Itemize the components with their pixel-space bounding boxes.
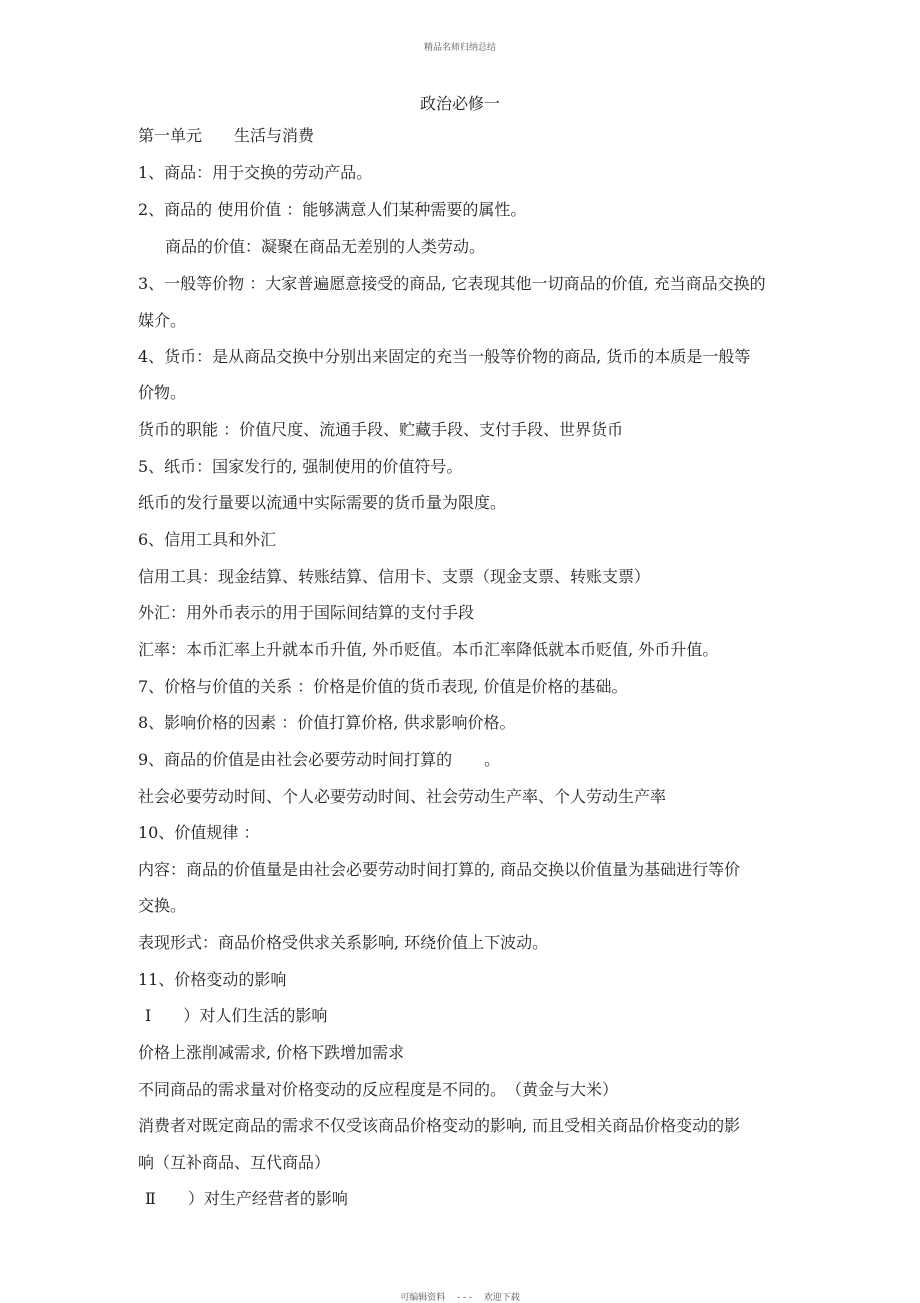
page-footer: 可编辑资料 - - - 欢迎下载 (400, 1293, 520, 1303)
paragraph-line: Ⅰ ）对人们生活的影响 (145, 1006, 328, 1025)
paragraph-line: 1、商品：用于交换的劳动产品。 (138, 163, 373, 182)
paragraph-line: 响（互补商品、互代商品） (138, 1153, 331, 1172)
paragraph-line: 8、影响价格的因素 ：价值打算价格, 供求影响价格。 (138, 713, 516, 732)
paragraph-line: 9、商品的价值是由社会必要劳动时间打算的 。 (138, 750, 501, 769)
page-title: 政治必修一 (419, 94, 500, 113)
paragraph-line: 汇率：本币汇率上升就本币升值, 外币贬值。本币汇率降低就本币贬值, 外币升值。 (138, 640, 719, 659)
paragraph-line: 6、信用工具和外汇 (138, 530, 277, 549)
paragraph-line: 内容：商品的价值量是由社会必要劳动时间打算的, 商品交换以价值量为基础进行等价 (138, 860, 741, 879)
paragraph-line: 4、货币：是从商品交换中分别出来固定的充当一般等价物的商品, 货币的本质是一般等 (138, 347, 751, 366)
paragraph-line: 2、商品的 使用价值 ：能够满意人们某种需要的属性。 (138, 200, 527, 219)
paragraph-line: 交换。 (138, 896, 187, 915)
paragraph-line: 媒介。 (138, 311, 187, 330)
paragraph-line: 5、纸币：国家发行的, 强制使用的价值符号。 (138, 457, 463, 476)
paragraph-line: 不同商品的需求量对价格变动的反应程度是不同的。 （黄金与大米） (138, 1080, 619, 1099)
paragraph-line: 商品的价值：凝聚在商品无差别的人类劳动。 (165, 237, 486, 256)
paragraph-line: 3、一般等价物 ：大家普遍愿意接受的商品, 它表现其他一切商品的价值, 充当商品交换的 (138, 274, 766, 293)
paragraph-line: 消费者对既定商品的需求不仅受该商品价格变动的影响, 而且受相关商品价格变动的影 (138, 1116, 741, 1135)
page-header: 精品名师归纳总结 (423, 43, 496, 53)
paragraph-line: 价格上涨削减需求, 价格下跌增加需求 (138, 1043, 405, 1062)
paragraph-line: 表现形式：商品价格受供求关系影响, 环绕价值上下波动。 (138, 933, 549, 952)
paragraph-line: 10、价值规律 ： (138, 823, 260, 842)
section-heading: 第一单元 生活与消费 (138, 126, 315, 145)
paragraph-line: 社会必要劳动时间、个人必要劳动时间、社会劳动生产率、个人劳动生产率 (138, 787, 667, 806)
paragraph-line: 11、价格变动的影响 (138, 970, 287, 989)
paragraph-line: 信用工具：现金结算、转账结算、信用卡、支票（现金支票、转账支票） (138, 567, 651, 586)
paragraph-line: 外汇：用外币表示的用于国际间结算的支付手段 (138, 603, 475, 622)
paragraph-line: Ⅱ ）对生产经营者的影响 (145, 1189, 348, 1208)
paragraph-line: 货币的职能 ：价值尺度、流通手段、贮藏手段、支付手段、世界货币 (138, 420, 624, 439)
paragraph-line: 7、价格与价值的关系 ：价格是价值的货币表现, 价值是价格的基础。 (138, 677, 628, 696)
paragraph-line: 纸币的发行量要以流通中实际需要的货币量为限度。 (138, 493, 507, 512)
paragraph-line: 价物。 (138, 383, 187, 402)
